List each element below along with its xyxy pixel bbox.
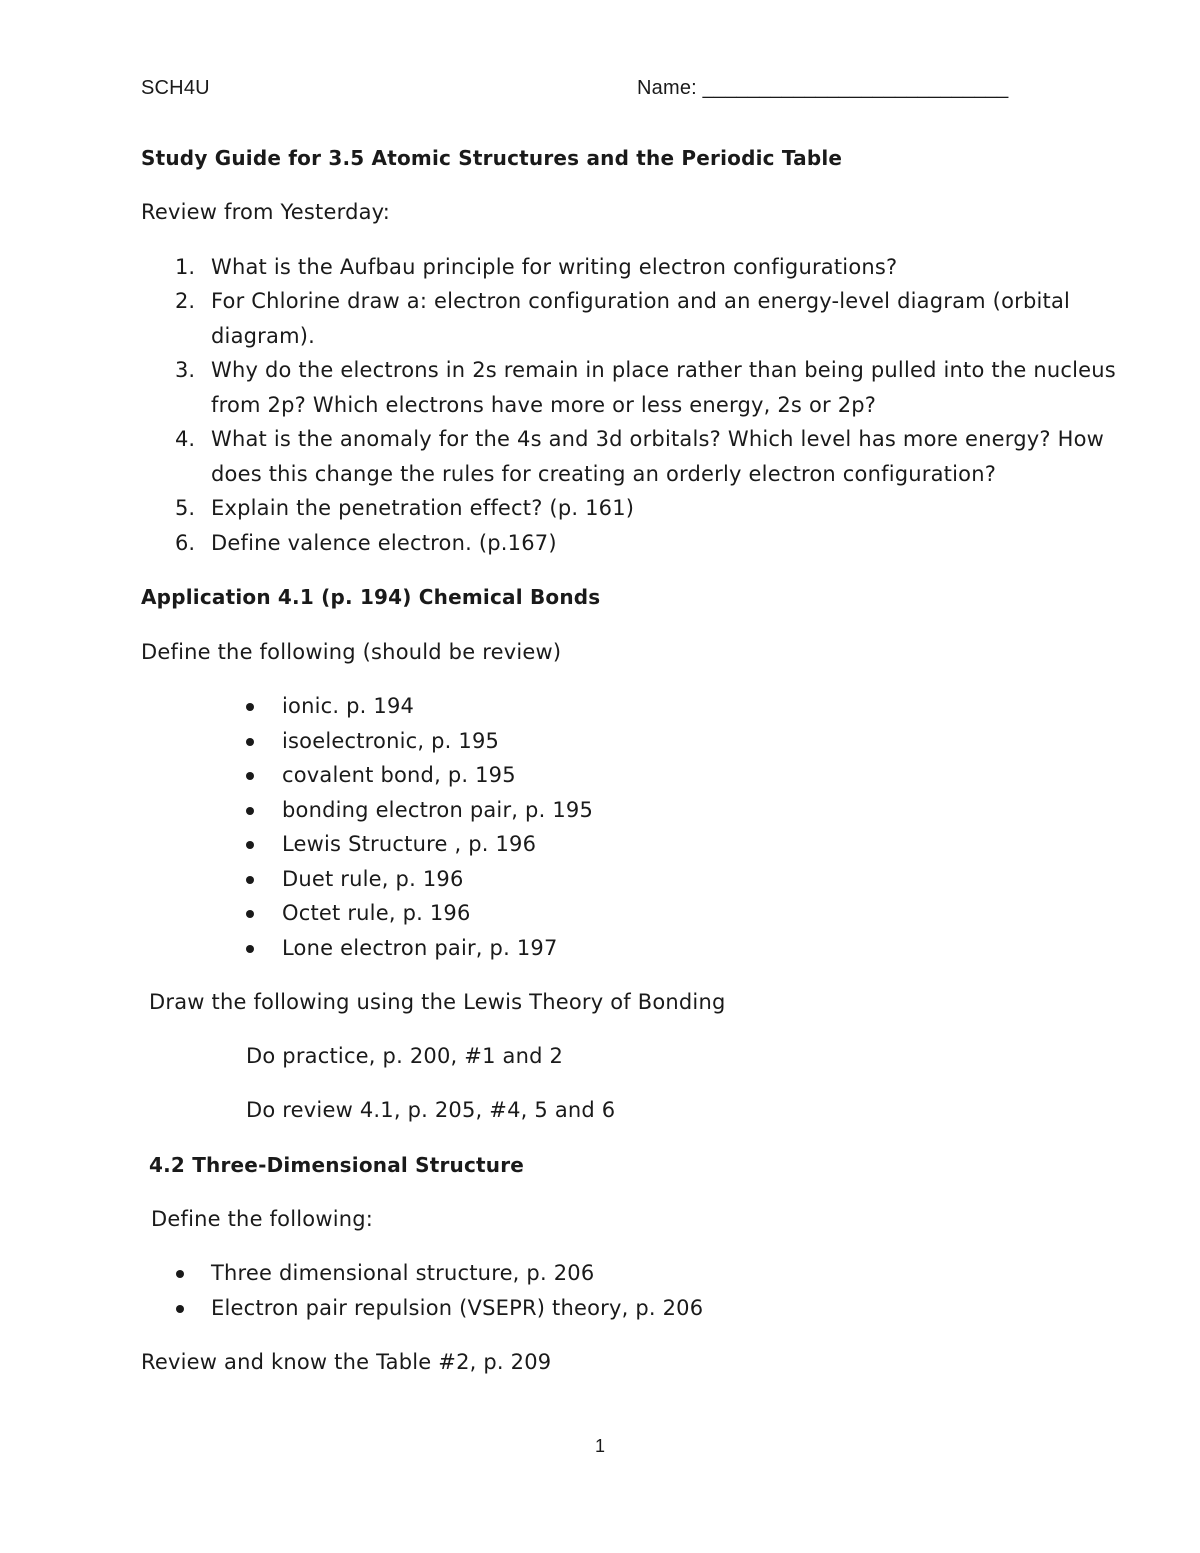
item-text: For Chlorine draw a: electron configuration and an energy-level diagram (orbital [211, 289, 1071, 313]
term-text: Duet rule, p. 196 [282, 867, 464, 891]
term-text: covalent bond, p. 195 [282, 763, 516, 787]
item-number: 4. [175, 427, 196, 451]
term-text: bonding electron pair, p. 195 [282, 798, 594, 822]
bullet-icon [246, 910, 254, 918]
section-4-2-heading: 4.2 Three-Dimensional Structure [149, 1153, 525, 1177]
term-text: Electron pair repulsion (VSEPR) theory, p. 206 [211, 1296, 704, 1320]
term-text: isoelectronic, p. 195 [282, 729, 500, 753]
item-number: 3. [175, 358, 196, 382]
term-text: ionic. p. 194 [282, 694, 415, 718]
bullet-icon [176, 1270, 184, 1278]
name-blank: ___________________________ [702, 77, 1009, 99]
draw-instruction: Draw the following using the Lewis Theory of Bonding [149, 990, 726, 1014]
table-review-note: Review and know the Table #2, p. 209 [141, 1350, 552, 1374]
page-title: Study Guide for 3.5 Atomic Structures and the Periodic Table [141, 146, 843, 170]
item-text: What is the Aufbau principle for writing electron configurations? [211, 255, 898, 279]
bullet-icon [246, 807, 254, 815]
bullet-icon [246, 738, 254, 746]
item-text-continued: does this change the rules for creating an orderly electron configuration? [211, 462, 997, 486]
review-heading: Review from Yesterday: [141, 200, 391, 224]
item-text-continued: diagram). [211, 324, 315, 348]
item-text: What is the anomaly for the 4s and 3d orbitals? Which level has more energy? How [211, 427, 1105, 451]
course-code: SCH4U [141, 77, 210, 99]
practice-instruction: Do practice, p. 200, #1 and 2 [246, 1044, 564, 1068]
name-field [637, 78, 1008, 98]
term-text: Three dimensional structure, p. 206 [211, 1261, 595, 1285]
bullet-icon [246, 876, 254, 884]
bullet-icon [246, 841, 254, 849]
bullet-icon [246, 772, 254, 780]
review-instruction: Do review 4.1, p. 205, #4, 5 and 6 [246, 1098, 616, 1122]
section-4-2-define-label: Define the following: [151, 1207, 374, 1231]
application-heading: Application 4.1 (p. 194) Chemical Bonds [141, 585, 601, 609]
term-text: Lewis Structure , p. 196 [282, 832, 537, 856]
bullet-icon [246, 703, 254, 711]
application-define-label: Define the following (should be review) [141, 640, 562, 664]
item-text: Explain the penetration effect? (p. 161) [211, 496, 635, 520]
term-text: Lone electron pair, p. 197 [282, 936, 558, 960]
item-number: 5. [175, 496, 196, 520]
term-text: Octet rule, p. 196 [282, 901, 471, 925]
item-text: Why do the electrons in 2s remain in place rather than being pulled into the nucleus [211, 358, 1116, 382]
bullet-icon [176, 1305, 184, 1313]
item-number: 2. [175, 289, 196, 313]
item-number: 6. [175, 531, 196, 555]
bullet-icon [246, 945, 254, 953]
name-label: Name: [637, 77, 703, 99]
item-text-continued: from 2p? Which electrons have more or less energy, 2s or 2p? [211, 393, 877, 417]
item-number: 1. [175, 255, 196, 279]
item-text: Define valence electron. (p.167) [211, 531, 557, 555]
page-number: 1 [595, 1436, 606, 1456]
